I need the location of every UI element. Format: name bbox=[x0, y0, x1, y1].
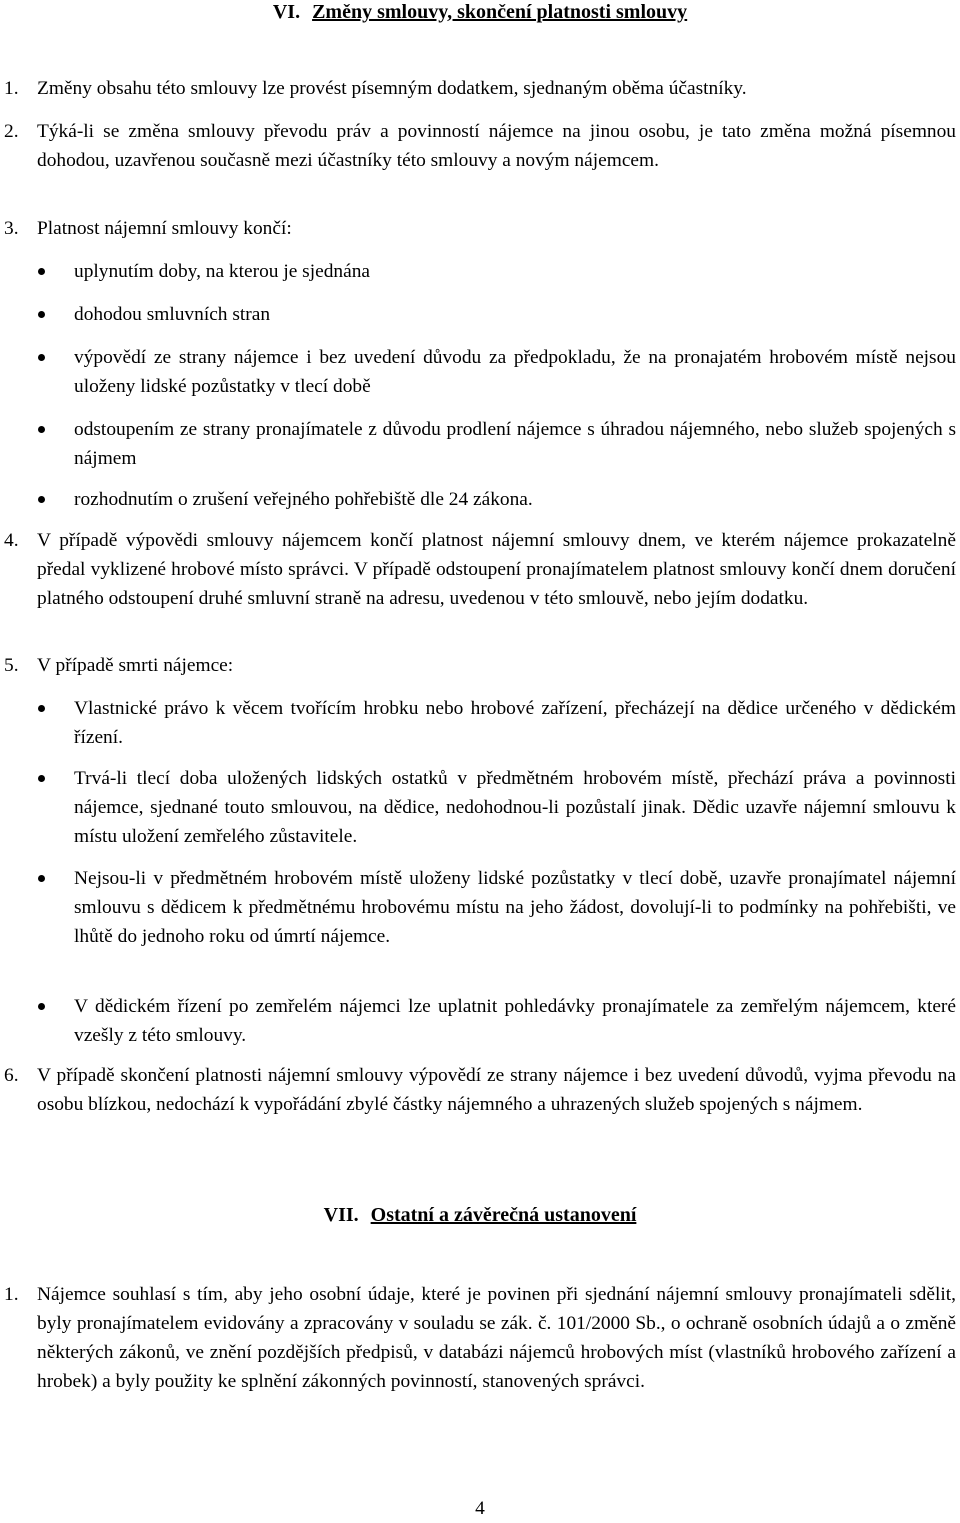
bullet-icon bbox=[38, 426, 45, 433]
clause bbox=[0, 117, 956, 175]
list-item-text: Nejsou-li v předmětném hrobovém místě uloženy lidské pozůstatky v tlecí době, uzavře pronajímatel nájemní smlouvu s dědicem k předmětnému hrobovému místu na jeho žádost, dovolují-li to podmínky na pohřebišti, ve lhůtě do jednoho roku od úmrtí nájemce. bbox=[74, 868, 956, 947]
list-item bbox=[0, 300, 956, 329]
clause-number: 6. bbox=[4, 1065, 19, 1086]
list-item bbox=[0, 992, 956, 1050]
clause-text: Nájemce souhlasí s tím, aby jeho osobní údaje, které je povinen při sjednání nájemní smlouvy pronajímateli sdělit, byly pronajímatelem evidovány a zpracovány v souladu se zák. č. 101/2000 Sb., o ochraně osobních údajů a o změně některých zákonů, ve znění pozdějších předpisů, v databázi nájemců hrobových míst (vlastníků hrobového zařízení a hrobek) a byly použity ke splnění zákonných povinností, stanovených správci. bbox=[37, 1284, 956, 1392]
bullet-icon bbox=[38, 496, 45, 503]
section-heading bbox=[0, 0, 960, 27]
bullet-icon bbox=[38, 311, 45, 318]
clause-number: 3. bbox=[4, 218, 19, 239]
clause-text: Týká-li se změna smlouvy převodu práv a povinností nájemce na jinou osobu, je tato změna možná písemnou dohodou, uzavřenou současně mezi účastníky této smlouvy a novým nájemcem. bbox=[37, 121, 956, 171]
clause-number: 1. bbox=[4, 1284, 19, 1305]
section-title: Ostatní a závěrečná ustanovení bbox=[370, 1204, 637, 1226]
clause bbox=[0, 651, 956, 680]
clause bbox=[0, 1061, 956, 1119]
list-item-text: V dědickém řízení po zemřelém nájemci lze uplatnit pohledávky pronajímatele za zemřelým nájemcem, které vzešly z této smlouvy. bbox=[74, 996, 956, 1046]
clause-number: 5. bbox=[4, 655, 19, 676]
list-item-text: Vlastnické právo k věcem tvořícím hrobku nebo hrobové zařízení, přecházejí na dědice určeného v dědickém řízení. bbox=[74, 698, 956, 748]
section-title: Změny smlouvy, skončení platnosti smlouvy bbox=[312, 1, 688, 23]
clause-text: Změny obsahu této smlouvy lze provést písemným dodatkem, sjednaným oběma účastníky. bbox=[37, 78, 747, 99]
list-item-text: Trvá-li tlecí doba uložených lidských ostatků v předmětném hrobovém místě, přechází práva a povinnosti nájemce, sjednané touto smlouvou, na dědice, nedohodnou-li pozůstalí jinak. Dědic uzavře nájemní smlouvu k místu uložení zemřelého zůstavitele. bbox=[74, 768, 956, 847]
clause-text: V případě smrti nájemce: bbox=[37, 655, 234, 676]
list-item bbox=[0, 764, 956, 851]
clause bbox=[0, 74, 956, 103]
clause bbox=[0, 1280, 956, 1396]
bullet-icon bbox=[38, 268, 45, 275]
list-item bbox=[0, 343, 956, 401]
list-item bbox=[0, 415, 956, 473]
clause-number: 4. bbox=[4, 530, 19, 551]
list-item bbox=[0, 694, 956, 752]
list-item-text: dohodou smluvních stran bbox=[74, 304, 271, 325]
clause-number: 1. bbox=[4, 78, 19, 99]
clause bbox=[0, 526, 956, 613]
section-heading bbox=[0, 1201, 960, 1230]
bullet-icon bbox=[38, 354, 45, 361]
list-item bbox=[0, 864, 956, 951]
clause bbox=[0, 214, 956, 243]
clause-text: Platnost nájemní smlouvy končí: bbox=[37, 218, 292, 239]
list-item bbox=[0, 257, 956, 286]
page-number: 4 bbox=[475, 1498, 485, 1519]
clause-text: V případě skončení platnosti nájemní smlouvy výpovědí ze strany nájemce i bez uvedení důvodů, vyjma převodu na osobu blízkou, nedochází k vypořádání zbylé částky nájemného a uhrazených služeb spojených s nájmem. bbox=[37, 1065, 956, 1115]
bullet-icon bbox=[38, 1003, 45, 1010]
list-item-text: rozhodnutím o zrušení veřejného pohřebiště dle 24 zákona. bbox=[74, 489, 533, 510]
clause-number: 2. bbox=[4, 121, 19, 142]
section-number: VII. bbox=[323, 1204, 359, 1226]
list-item-text: uplynutím doby, na kterou je sjednána bbox=[74, 261, 371, 282]
bullet-icon bbox=[38, 775, 45, 782]
bullet-icon bbox=[38, 705, 45, 712]
section-number: VI. bbox=[272, 1, 301, 23]
list-item-text: výpovědí ze strany nájemce i bez uvedení důvodu za předpokladu, že na pronajatém hrobovém místě nejsou uloženy lidské pozůstatky v tlecí době bbox=[74, 347, 956, 397]
list-item-text: odstoupením ze strany pronajímatele z důvodu prodlení nájemce s úhradou nájemného, nebo služeb spojených s nájmem bbox=[74, 419, 956, 469]
bullet-icon bbox=[38, 875, 45, 882]
list-item bbox=[0, 485, 956, 514]
clause-text: V případě výpovědi smlouvy nájemcem končí platnost nájemní smlouvy dnem, ve kterém nájemce prokazatelně předal vyklizené hrobové místo správci. V případě odstoupení pronajímatelem platnost smlouvy končí dnem doručení platného odstoupení druhé smluvní straně na adresu, uvedenou v této smlouvě, nebo jejím dodatku. bbox=[37, 530, 956, 609]
